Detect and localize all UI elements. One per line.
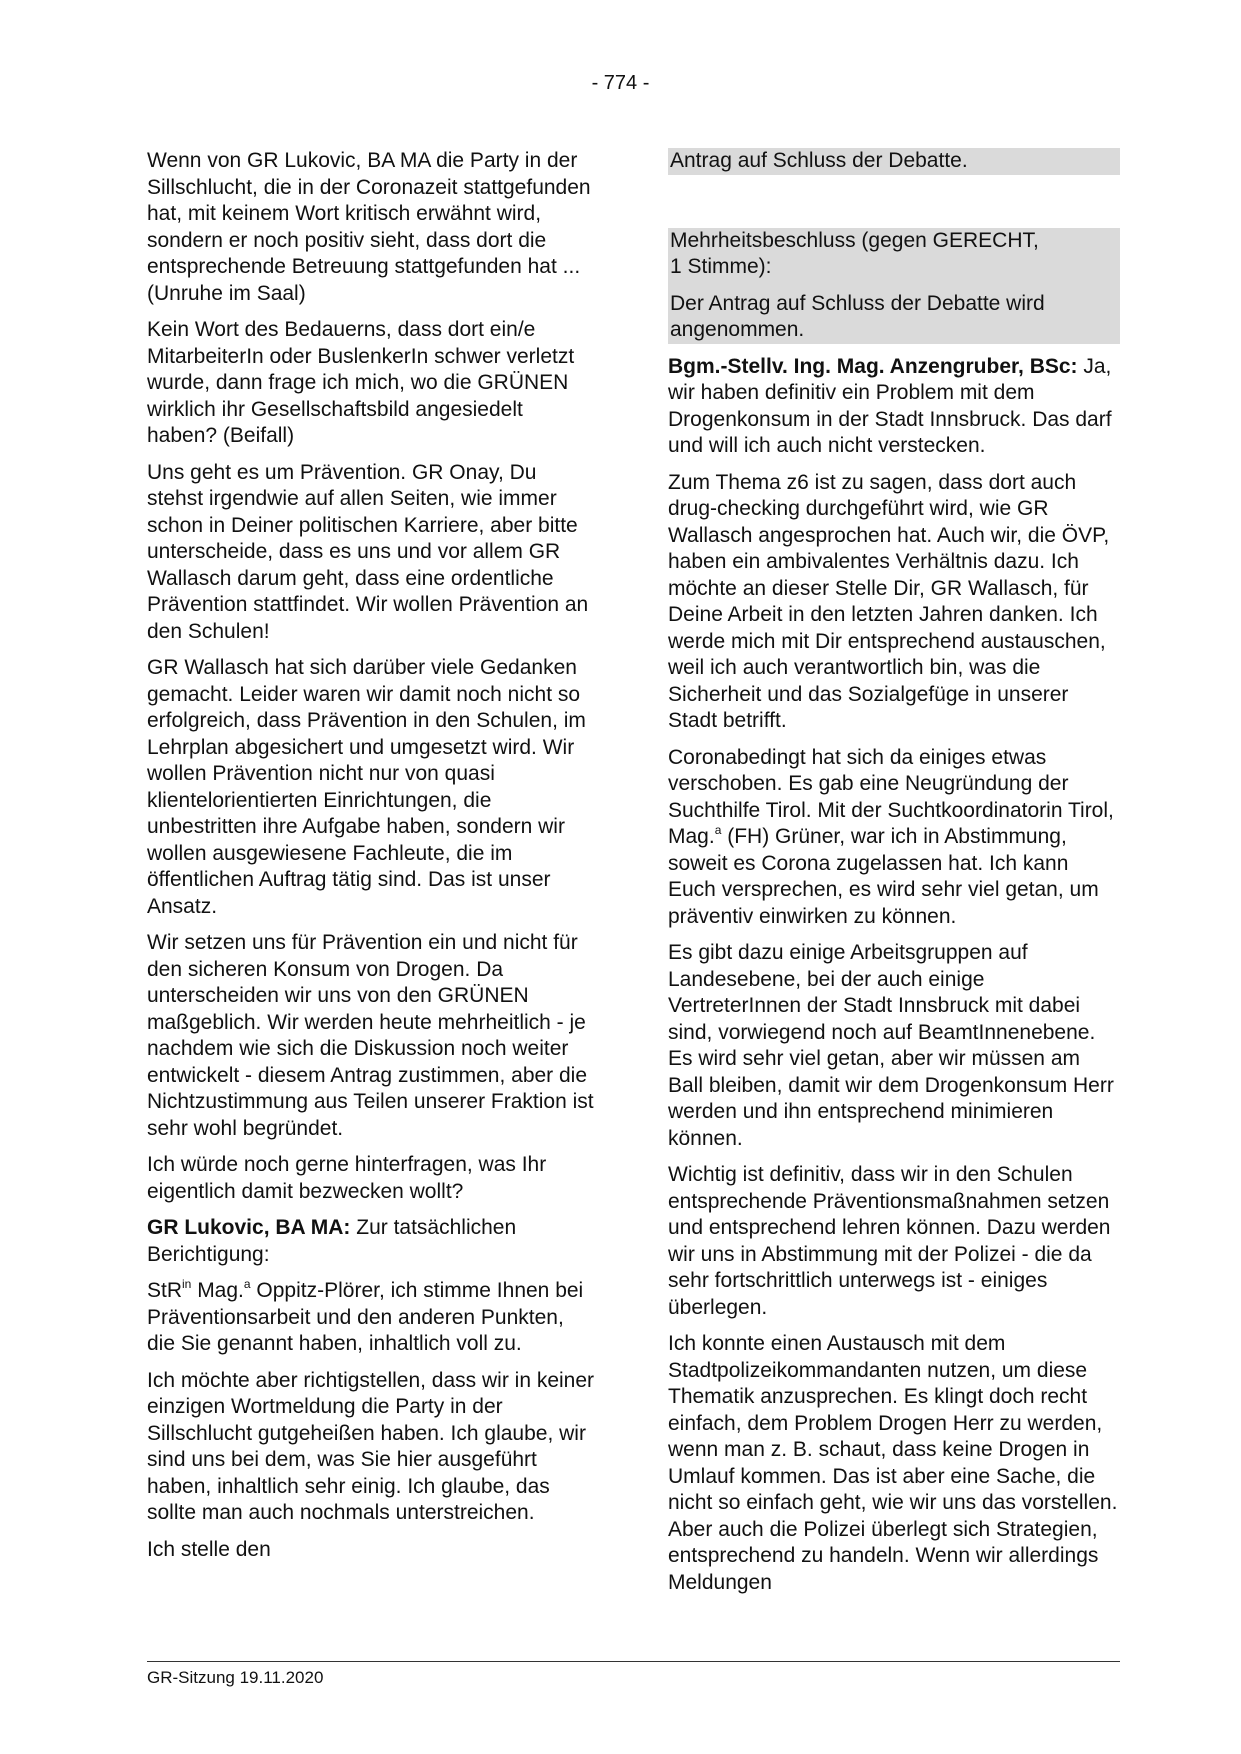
- footer-divider: [147, 1661, 1120, 1662]
- speaker-name: Bgm.-Stellv. Ing. Mag. Anzengruber, BSc:: [668, 354, 1078, 378]
- motion-box: [668, 148, 1120, 175]
- speech-text: (FH) Grüner, war ich in Abstimmung, soweit es Corona zugelassen hat. Ich kann Euch versprechen, es wird sehr viel getan, um präventiv einwirken zu können.: [668, 825, 1099, 928]
- paragraph: [147, 1278, 595, 1358]
- paragraph: Ich möchte aber richtigstellen, dass wir in keiner einzigen Wortmeldung die Party in der Sillschlucht gutgeheißen haben. Ich glaube, wir sind uns bei dem, was Sie hier ausgeführt haben, inhaltlich sehr einig. Ich glaube, das sollte man auch nochmals unterstreichen.: [147, 1368, 595, 1524]
- shade-gap: [668, 281, 1120, 291]
- decision-text: Der Antrag auf Schluss der Debatte wird angenommen.: [668, 291, 1120, 344]
- vote-box: [668, 228, 1120, 344]
- motion-text: Antrag auf Schluss der Debatte.: [668, 148, 1120, 175]
- paragraph: Es gibt dazu einige Arbeitsgruppen auf Landesebene, bei der auch einige VertreterInnen der Stadt Innsbruck mit dabei sind, vorwiegend noch auf BeamtInnenebene. Es wird sehr viel getan, aber wir müssen am Ball bleiben, damit wir dem Drogenkonsum Herr werden und ihn entsprechend minimieren können.: [668, 941, 1114, 1150]
- paragraph: Zum Thema z6 ist zu sagen, dass dort auch drug-checking durchgeführt wird, wie GR Wallasch angesprochen hat. Auch wir, die ÖVP, haben ein ambivalentes Verhältnis dazu. Ich möchte an dieser Stelle Dir, GR Wallasch, für Deine Arbeit in den letzten Jahren danken. Ich werde mich mit Dir entsprechend austauschen, weil ich auch verantwortlich bin, was die Sicherheit und das Sozialgefüge in unserer Stadt betrifft.: [668, 470, 1110, 732]
- title-abbrev: Mag.: [191, 1279, 244, 1302]
- page-number: - 774 -: [591, 72, 650, 94]
- vote-count: 1 Stimme):: [668, 254, 1120, 281]
- vote-result: Mehrheitsbeschluss (gegen GERECHT,: [668, 228, 1120, 255]
- speech-text: Ja, wir haben definitiv ein Problem mit dem Drogenkonsum in der Stadt Innsbruck. Das darf und will ich auch nicht verstecken.: [668, 354, 1112, 457]
- speech-text: Oppitz-Plörer, ich stimme Ihnen bei Präventionsarbeit und den anderen Punkten, die Sie genannt haben, inhaltlich voll zu.: [147, 1279, 584, 1355]
- speaker-name: GR Lukovic, BA MA:: [147, 1216, 351, 1239]
- paragraph: [668, 745, 1120, 931]
- paragraph: Ich konnte einen Austausch mit dem Stadtpolizeikommandanten nutzen, um diese Thematik anzusprechen. Es klingt doch recht einfach, dem Problem Drogen Herr zu werden, wenn man z. B. schaut, dass keine Drogen in Umlauf kommen. Das ist aber eine Sache, die nicht so einfach geht, wie wir uns das vorstellen. Aber auch die Polizei überlegt sich Strategien, entsprechend zu handeln. Wenn wir allerdings Meldungen: [668, 1332, 1118, 1594]
- left-column: [147, 148, 595, 1573]
- paragraph: [147, 1215, 595, 1268]
- paragraph: Uns geht es um Prävention. GR Onay, Du stehst irgendwie auf allen Seiten, wie immer schon in Deiner politischen Karriere, aber bitte unterscheide, dass es uns und vor allem GR Wallasch darum geht, dass eine ordentliche Prävention stattfindet. Wir wollen Prävention an den Schulen!: [147, 460, 589, 643]
- paragraph: [668, 354, 1120, 460]
- right-column: [668, 148, 1120, 1606]
- spacer: [668, 175, 1120, 228]
- paragraph: GR Wallasch hat sich darüber viele Gedanken gemacht. Leider waren wir damit noch nicht so erfolgreich, dass Prävention in den Schulen, im Lehrplan abgesichert und umgesetzt wird. Wir wollen Prävention nicht nur von quasi klientelorientierten Einrichtungen, die unbestritten ihre Aufgabe haben, sondern wir wollen ausgewiesene Fachleute, die im öffentlichen Auftrag tätig sind. Das ist unser Ansatz.: [147, 656, 586, 918]
- speech-text: Coronabedingt hat sich da einiges etwas verschoben. Es gab eine Neugründung der Suchthilfe Tirol. Mit der Suchtkoordinatorin Tirol, Mag.: [668, 745, 1114, 848]
- spacer: [668, 344, 1120, 354]
- speech-text: Zur tatsächlichen Berichtigung:: [147, 1216, 517, 1266]
- paragraph: Ich stelle den: [147, 1537, 271, 1561]
- paragraph: Ich würde noch gerne hinterfragen, was Ihr eigentlich damit bezwecken wollt?: [147, 1153, 547, 1203]
- superscript: in: [182, 1277, 192, 1291]
- paragraph: Kein Wort des Bedauerns, dass dort ein/e MitarbeiterIn oder BuslenkerIn schwer verletzt wurde, dann frage ich mich, wo die GRÜNEN wirklich ihr Gesellschaftsbild angesiedelt haben? (Beifall): [147, 318, 575, 447]
- title-abbrev: StR: [147, 1279, 183, 1302]
- superscript: a: [714, 823, 722, 837]
- superscript: a: [243, 1277, 251, 1291]
- paragraph: Wenn von GR Lukovic, BA MA die Party in der Sillschlucht, die in der Coronazeit stattgefunden hat, mit keinem Wort kritisch erwähnt wird, sondern er noch positiv sieht, dass dort die entsprechende Betreuung stattgefunden hat ... (Unruhe im Saal): [147, 149, 591, 305]
- paragraph: Wichtig ist definitiv, dass wir in den Schulen entsprechende Präventionsmaßnahmen setzen und entsprechend lehren können. Dazu werden wir uns in Abstimmung mit der Polizei - die da sehr fortschrittlich unterwegs ist - einiges überlegen.: [668, 1163, 1111, 1319]
- paragraph: Wir setzen uns für Prävention ein und nicht für den sicheren Konsum von Drogen. Da unterscheiden wir uns von den GRÜNEN maßgeblich. Wir werden heute mehrheitlich - je nachdem wie sich die Diskussion noch weiter entwickelt - diesem Antrag zustimmen, aber die Nichtzustimmung aus Teilen unserer Fraktion ist sehr wohl begründet.: [147, 931, 594, 1140]
- footer-text: GR-Sitzung 19.11.2020: [147, 1668, 324, 1687]
